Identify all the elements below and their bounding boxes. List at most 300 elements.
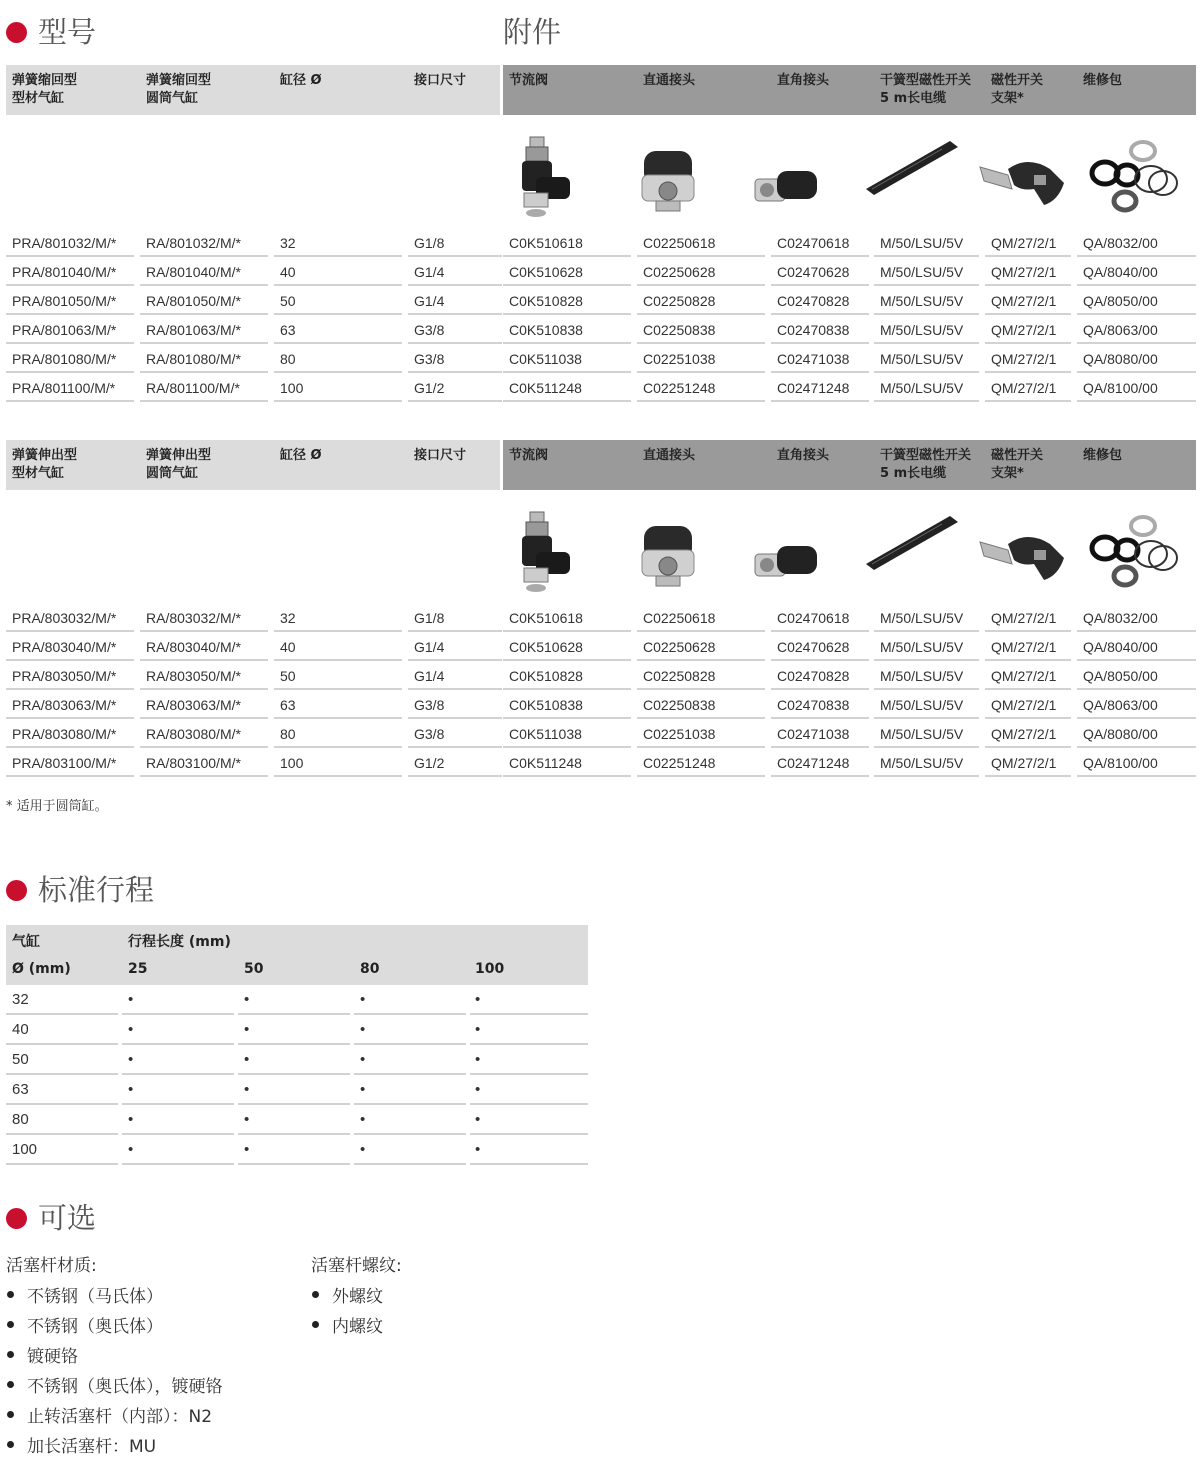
bore-cell: 63 [12,1081,29,1098]
profile-cylinder-cell: PRA/801032/M/* [12,235,117,251]
row-divider [985,717,1071,719]
availability-dot: • [475,1081,481,1098]
port-size-cell: G3/8 [414,351,445,367]
bore-size-cell: 80 [280,351,296,367]
flow-control-valve-icon [506,135,576,229]
row-divider [637,255,765,257]
stroke-col-25: 25 [128,961,148,977]
row-divider [503,717,631,719]
row-divider [771,284,869,286]
row-divider [771,342,869,344]
option-list-item [7,1342,78,1367]
row-divider [503,400,631,402]
availability-dot: • [128,1051,134,1068]
availability-dot: • [360,1081,366,1098]
row-divider [874,659,979,661]
profile-cylinder-header: 弹簧伸出型 型材气缸 [12,448,78,481]
round-cylinder-cell: RA/803032/M/* [146,610,241,626]
availability-dot: • [128,1021,134,1038]
flow-valve-cell: C0K511038 [509,726,582,742]
bore-size-cell: 63 [280,697,296,713]
elbow-fitting-cell: C02470628 [777,264,850,280]
round-cylinder-cell: RA/801040/M/* [146,264,241,280]
flow-valve-cell: C0K511248 [509,755,582,771]
row-divider [408,400,502,402]
row-divider [1077,688,1196,690]
availability-dot: • [244,1111,250,1128]
straight-fitting-header: 直通接头 [643,448,696,463]
options-title-text: 可选 [38,1201,97,1235]
seal-kit-cell: QA/8080/00 [1083,351,1158,367]
row-divider [503,313,631,315]
row-divider [1077,630,1196,632]
availability-dot: • [244,1051,250,1068]
row-divider [637,775,765,777]
row-divider [1077,313,1196,315]
row-divider [274,630,402,632]
row-divider [408,746,502,748]
row-divider [274,688,402,690]
row-divider [408,255,502,257]
port-size-cell: G1/2 [414,755,445,771]
row-divider [637,284,765,286]
row-divider [985,342,1071,344]
row-divider [503,284,631,286]
availability-dot: • [475,1111,481,1128]
elbow-fitting-cell: C02470618 [777,610,850,626]
switch-bracket-cell: QM/27/2/1 [991,668,1057,684]
row-divider [408,313,502,315]
straight-fitting-cell: C02250628 [643,264,716,280]
profile-cylinder-cell: PRA/803080/M/* [12,726,117,742]
row-divider [1077,659,1196,661]
row-divider [503,688,631,690]
stroke-table-row [6,1135,588,1165]
spring-extend-table [0,440,1200,780]
row-divider [274,342,402,344]
elbow-fitting-cell: C02471248 [777,380,850,396]
elbow-fitting-cell: C02470838 [777,697,850,713]
row-divider [985,371,1071,373]
bullet-dot-icon [6,880,27,901]
reed-switch-header: 干簧型磁性开关 5 m长电缆 [880,448,972,481]
round-cylinder-cell: RA/803063/M/* [146,697,241,713]
straight-fitting-cell: C02251038 [643,351,716,367]
row-divider [6,717,134,719]
row-divider [274,659,402,661]
table-row [0,633,1200,662]
port-size-header: 接口尺寸 [414,73,467,88]
table-row [0,374,1200,403]
row-divider [6,775,134,777]
option-list-item [7,1432,156,1457]
row-divider [140,630,268,632]
switch-bracket-cell: QM/27/2/1 [991,726,1057,742]
switch-bracket-cell: QM/27/2/1 [991,610,1057,626]
table-row [0,720,1200,749]
straight-fitting-cell: C02250628 [643,639,716,655]
seal-kit-cell: QA/8032/00 [1083,235,1158,251]
availability-dot: • [475,1141,481,1158]
round-cylinder-header: 弹簧缩回型 圆筒气缸 [146,73,212,106]
seal-kit-cell: QA/8100/00 [1083,755,1158,771]
round-cylinder-cell: RA/801032/M/* [146,235,241,251]
port-size-cell: G1/4 [414,668,445,684]
reed-switch-cell: M/50/LSU/5V [880,755,964,771]
row-divider [771,746,869,748]
row-divider [140,342,268,344]
row-divider [140,659,268,661]
option-text: 不锈钢（奥氏体） [27,1317,163,1337]
availability-dot: • [475,991,481,1008]
bore-size-cell: 100 [280,755,304,771]
port-size-cell: G1/2 [414,380,445,396]
availability-dot: • [244,1141,250,1158]
elbow-fitting-cell: C02470838 [777,322,850,338]
bore-size-cell: 80 [280,726,296,742]
row-divider [771,255,869,257]
straight-fitting-cell: C02250618 [643,610,716,626]
row-divider [985,746,1071,748]
elbow-fitting-icon [745,157,825,221]
row-divider [874,630,979,632]
row-divider [637,746,765,748]
row-divider [6,371,134,373]
availability-dot: • [360,1141,366,1158]
elbow-fitting-header: 直角接头 [777,73,830,88]
row-divider [771,717,869,719]
row-divider [274,400,402,402]
row-divider [985,400,1071,402]
table-row [0,316,1200,345]
bullet-icon [312,1321,319,1328]
row-divider [274,717,402,719]
table-row [0,229,1200,258]
flow-valve-cell: C0K511248 [509,380,582,396]
reed-switch-cell: M/50/LSU/5V [880,610,964,626]
row-divider [140,255,268,257]
row-divider [874,284,979,286]
stroke-table-header [6,925,588,985]
row-divider [140,717,268,719]
row-divider [140,688,268,690]
row-divider [6,1163,118,1165]
table-row [0,604,1200,633]
bullet-icon [7,1351,14,1358]
row-divider [637,400,765,402]
row-divider [637,688,765,690]
stroke-table-row [6,1075,588,1105]
row-divider [985,659,1071,661]
row-divider [6,342,134,344]
row-divider [771,313,869,315]
reed-switch-header: 干簧型磁性开关 5 m长电缆 [880,73,972,106]
elbow-fitting-cell: C02471038 [777,726,850,742]
stroke-col-80: 80 [360,961,380,977]
model-section-title [6,15,97,49]
bore-size-cell: 40 [280,264,296,280]
seal-kit-cell: QA/8050/00 [1083,293,1158,309]
availability-dot: • [475,1021,481,1038]
profile-cylinder-header: 弹簧缩回型 型材气缸 [12,73,78,106]
table-row [0,345,1200,374]
table-row [0,258,1200,287]
flow-valve-cell: C0K510618 [509,610,583,626]
stroke-table-row [6,1015,588,1045]
straight-fitting-cell: C02250618 [643,235,716,251]
row-divider [354,1163,466,1165]
reed-switch-cell: M/50/LSU/5V [880,322,964,338]
row-divider [274,313,402,315]
reed-switch-cell: M/50/LSU/5V [880,697,964,713]
bullet-icon [7,1411,14,1418]
footnote: * 适用于圆筒缸。 [6,799,108,814]
seal-kit-cell: QA/8080/00 [1083,726,1158,742]
row-divider [985,313,1071,315]
reed-switch-cell: M/50/LSU/5V [880,264,964,280]
switch-bracket-cell: QM/27/2/1 [991,755,1057,771]
port-size-header: 接口尺寸 [414,448,467,463]
reed-switch-icon [862,131,962,205]
option-list-item [312,1282,383,1307]
straight-fitting-cell: C02250838 [643,322,716,338]
straight-fitting-cell: C02250838 [643,697,716,713]
switch-bracket-cell: QM/27/2/1 [991,351,1057,367]
flow-control-valve-icon [506,510,576,604]
elbow-fitting-cell: C02470828 [777,668,850,684]
row-divider [1077,400,1196,402]
row-divider [503,630,631,632]
straight-fitting-icon [634,520,704,604]
row-divider [140,746,268,748]
profile-cylinder-cell: PRA/801063/M/* [12,322,117,338]
seal-kit-header: 维修包 [1083,448,1123,463]
row-divider [274,775,402,777]
reed-switch-cell: M/50/LSU/5V [880,726,964,742]
options-section-title [6,1201,97,1235]
flow-valve-cell: C0K510838 [509,697,583,713]
row-divider [408,371,502,373]
reed-switch-cell: M/50/LSU/5V [880,351,964,367]
row-divider [503,255,631,257]
row-divider [408,775,502,777]
profile-cylinder-cell: PRA/803063/M/* [12,697,117,713]
row-divider [771,371,869,373]
row-divider [6,746,134,748]
straight-fitting-cell: C02251248 [643,380,716,396]
option-text: 内螺纹 [332,1317,383,1337]
seal-kit-icon [1085,135,1179,223]
row-divider [408,284,502,286]
seal-kit-cell: QA/8040/00 [1083,264,1158,280]
row-divider [6,659,134,661]
switch-bracket-cell: QM/27/2/1 [991,697,1057,713]
spring-return-table [0,65,1200,405]
elbow-fitting-cell: C02470628 [777,639,850,655]
seal-kit-cell: QA/8100/00 [1083,380,1158,396]
option-list-item [7,1312,163,1337]
availability-dot: • [244,991,250,1008]
seal-kit-cell: QA/8050/00 [1083,668,1158,684]
row-divider [985,284,1071,286]
bullet-icon [7,1441,14,1448]
elbow-fitting-cell: C02471038 [777,351,850,367]
row-divider [140,775,268,777]
port-size-cell: G1/8 [414,610,445,626]
bore-cell: 100 [12,1141,38,1158]
row-divider [874,255,979,257]
bullet-icon [7,1291,14,1298]
port-size-cell: G1/8 [414,235,445,251]
straight-fitting-cell: C02251038 [643,726,716,742]
bullet-dot-icon [6,22,27,43]
port-size-cell: G3/8 [414,322,445,338]
bore-size-cell: 32 [280,235,296,251]
availability-dot: • [128,1141,134,1158]
flow-valve-header: 节流阀 [509,448,549,463]
availability-dot: • [128,1081,134,1098]
switch-bracket-header: 磁性开关 支架* [991,448,1044,481]
row-divider [503,746,631,748]
model-title-text: 型号 [38,15,97,49]
bore-size-cell: 100 [280,380,304,396]
row-divider [771,659,869,661]
flow-valve-cell: C0K510838 [509,322,583,338]
round-cylinder-cell: RA/803050/M/* [146,668,241,684]
option-text: 不锈钢（奥氏体），镀硬铬 [27,1377,223,1397]
bore-cell: 32 [12,991,29,1008]
elbow-fitting-icon [745,532,825,596]
round-cylinder-cell: RA/801100/M/* [146,380,240,396]
row-divider [6,255,134,257]
round-cylinder-cell: RA/803100/M/* [146,755,241,771]
option-text: 外螺纹 [332,1287,383,1307]
reed-switch-cell: M/50/LSU/5V [880,293,964,309]
row-divider [1077,775,1196,777]
row-divider [140,400,268,402]
row-divider [122,1163,234,1165]
reed-switch-cell: M/50/LSU/5V [880,235,964,251]
profile-cylinder-cell: PRA/801040/M/* [12,264,117,280]
row-divider [6,688,134,690]
profile-cylinder-cell: PRA/803040/M/* [12,639,117,655]
row-divider [503,342,631,344]
row-divider [771,630,869,632]
option-list-item [7,1282,163,1307]
flow-valve-cell: C0K510618 [509,235,583,251]
profile-cylinder-cell: PRA/801050/M/* [12,293,117,309]
switch-bracket-cell: QM/27/2/1 [991,639,1057,655]
row-divider [408,717,502,719]
row-divider [637,342,765,344]
row-divider [637,630,765,632]
row-divider [771,775,869,777]
row-divider [874,775,979,777]
row-divider [985,630,1071,632]
row-divider [140,313,268,315]
stroke-title-text: 标准行程 [38,873,155,907]
row-divider [140,284,268,286]
row-divider [408,659,502,661]
flow-valve-header: 节流阀 [509,73,549,88]
flow-valve-cell: C0K510828 [509,293,583,309]
option-list-item [7,1372,223,1397]
seal-kit-cell: QA/8032/00 [1083,610,1158,626]
availability-dot: • [360,1111,366,1128]
row-divider [408,342,502,344]
availability-dot: • [475,1051,481,1068]
row-divider [985,688,1071,690]
option-list-item [7,1402,212,1427]
port-size-cell: G3/8 [414,697,445,713]
row-divider [274,371,402,373]
seal-kit-icon [1085,510,1179,598]
stroke-col-100: 100 [475,961,505,977]
straight-fitting-cell: C02250828 [643,293,716,309]
switch-bracket-icon [978,145,1068,219]
bullet-icon [312,1291,319,1298]
stroke-length-header: 行程长度 (mm) [128,934,231,950]
row-divider [874,688,979,690]
port-size-cell: G1/4 [414,293,445,309]
round-cylinder-cell: RA/801063/M/* [146,322,241,338]
stroke-table-row [6,985,588,1015]
row-divider [238,1163,350,1165]
round-cylinder-cell: RA/803080/M/* [146,726,241,742]
row-divider [6,313,134,315]
bore-size-cell: 32 [280,610,296,626]
row-divider [1077,255,1196,257]
row-divider [637,659,765,661]
reed-switch-cell: M/50/LSU/5V [880,380,964,396]
row-divider [1077,717,1196,719]
row-divider [6,284,134,286]
port-size-cell: G3/8 [414,726,445,742]
availability-dot: • [128,1111,134,1128]
row-divider [503,371,631,373]
row-divider [637,313,765,315]
flow-valve-cell: C0K510628 [509,264,583,280]
option-text: 不锈钢（马氏体） [27,1287,163,1307]
row-divider [408,688,502,690]
option-text: 加长活塞杆：MU [27,1437,157,1457]
reed-switch-icon [862,506,962,580]
row-divider [470,1163,588,1165]
row-divider [771,400,869,402]
round-cylinder-cell: RA/803040/M/* [146,639,241,655]
bore-size-cell: 50 [280,293,296,309]
row-divider [874,717,979,719]
switch-bracket-cell: QM/27/2/1 [991,380,1057,396]
flow-valve-cell: C0K510628 [509,639,583,655]
switch-bracket-header: 磁性开关 支架* [991,73,1044,106]
availability-dot: • [128,991,134,1008]
table-row [0,691,1200,720]
row-divider [874,746,979,748]
row-divider [1077,284,1196,286]
rod-thread-heading: 活塞杆螺纹: [311,1256,402,1276]
elbow-fitting-cell: C02471248 [777,755,850,771]
row-divider [985,775,1071,777]
row-divider [874,313,979,315]
reed-switch-cell: M/50/LSU/5V [880,639,964,655]
switch-bracket-cell: QM/27/2/1 [991,322,1057,338]
profile-cylinder-cell: PRA/803100/M/* [12,755,117,771]
switch-bracket-icon [978,520,1068,594]
availability-dot: • [244,1081,250,1098]
flow-valve-cell: C0K511038 [509,351,582,367]
row-divider [637,717,765,719]
